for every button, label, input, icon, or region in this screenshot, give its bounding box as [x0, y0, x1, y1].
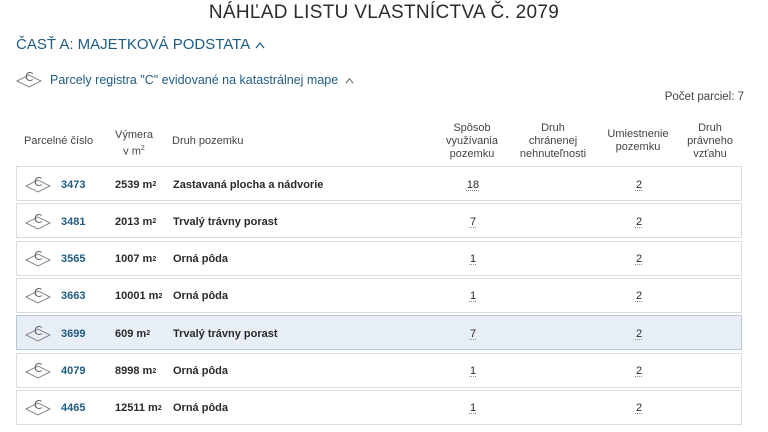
parcel-icon [23, 247, 53, 271]
parcel-area: 2013 m 2 [115, 215, 157, 228]
placement-code: 2 [635, 253, 643, 266]
parcel-kind: Zastavaná plocha a nádvorie [173, 178, 324, 191]
page-title: NÁHĽAD LISTU VLASTNÍCTVA Č. 2079 [208, 2, 560, 23]
chevron-up-icon [344, 76, 355, 85]
parcel-icon[interactable] [23, 391, 53, 426]
protected-code [517, 167, 591, 202]
protected-code [517, 204, 591, 239]
legal-relation-code [681, 242, 741, 277]
col-usage: Spôsob využívania pozemku [446, 122, 498, 160]
col-parcel-number: Parcelné číslo [24, 135, 94, 147]
usage-code: 1 [469, 290, 477, 303]
placement-code: 2 [635, 327, 643, 340]
table-row[interactable] [16, 241, 742, 276]
svg-text:C: C [25, 70, 34, 84]
protected-code [517, 279, 591, 314]
parcels-c-toggle[interactable] [14, 68, 355, 92]
parcel-number-link[interactable]: 3473 [61, 178, 86, 191]
usage-code: 7 [469, 327, 477, 340]
protected-code [517, 391, 591, 426]
parcel-icon [23, 210, 53, 234]
parcel-kind: Orná pôda [173, 253, 229, 266]
parcel-area: 609 m 2 [115, 327, 151, 340]
svg-text:C: C [34, 323, 43, 338]
parcel-number-link[interactable]: 4465 [61, 402, 86, 415]
parcel-number-link[interactable]: 4079 [61, 365, 86, 377]
col-area-sup: 2 [140, 145, 145, 152]
placement-code: 2 [635, 365, 643, 377]
col-placement: Umiestnenie pozemku [607, 128, 669, 153]
parcel-kind: Trvalý trávny porast [173, 327, 278, 340]
parcel-icon [23, 322, 53, 346]
parcels-table [16, 118, 744, 415]
usage-code: 1 [469, 365, 477, 377]
usage-code: 7 [469, 215, 477, 228]
parcel-area: 10001 m 2 [115, 290, 163, 303]
table-row[interactable] [16, 390, 742, 425]
legal-relation-code [681, 316, 741, 351]
table-row[interactable] [16, 166, 742, 201]
legal-relation-code [681, 279, 741, 314]
parcel-icon[interactable] [23, 242, 53, 277]
parcel-icon [23, 396, 53, 420]
protected-code [517, 316, 591, 351]
section-a-toggle[interactable] [16, 36, 266, 53]
svg-text:C: C [34, 174, 43, 189]
parcel-icon[interactable] [23, 167, 53, 202]
parcel-number-link[interactable]: 3699 [61, 327, 86, 340]
parcel-icon[interactable] [23, 279, 53, 314]
parcel-area: 12511 m 2 [115, 402, 162, 415]
parcel-count: Počet parciel: 7 [664, 91, 744, 103]
parcel-icon [23, 173, 53, 197]
parcel-kind: Trvalý trávny porast [173, 215, 278, 228]
chevron-up-icon [254, 40, 266, 50]
parcel-number-link[interactable]: 3663 [61, 290, 86, 303]
legal-relation-code [681, 354, 741, 389]
parcels-c-label: Parcely registra "C" evidované na katastrálnej mape [50, 73, 339, 87]
table-row[interactable] [16, 353, 742, 388]
usage-code: 1 [469, 253, 477, 266]
table-header [16, 118, 744, 166]
col-area-line2: v m [123, 145, 141, 158]
col-area [112, 129, 156, 159]
col-protected: Druh chránenej nehnuteľnosti [519, 122, 587, 160]
parcel-number-link[interactable]: 3565 [61, 253, 86, 266]
parcel-icon[interactable] [23, 204, 53, 239]
svg-text:C: C [34, 286, 43, 301]
svg-text:C: C [34, 361, 43, 375]
svg-text:C: C [34, 211, 43, 226]
parcel-number-link[interactable]: 3481 [61, 215, 86, 228]
svg-text:C: C [34, 249, 43, 264]
protected-code [517, 242, 591, 277]
legal-relation-code [681, 391, 741, 426]
protected-code [517, 354, 591, 389]
parcel-kind: Orná pôda [173, 402, 229, 415]
usage-code: 1 [469, 402, 477, 415]
col-area-line1: Výmera [115, 129, 153, 141]
placement-code: 2 [635, 402, 643, 415]
parcel-kind: Orná pôda [173, 290, 229, 303]
legal-relation-code [681, 204, 741, 239]
placement-code: 2 [635, 178, 643, 191]
table-row[interactable] [16, 315, 742, 350]
col-kind: Druh pozemku [172, 135, 244, 147]
svg-text:C: C [34, 398, 43, 413]
legal-relation-code [681, 167, 741, 202]
parcel-kind: Orná pôda [173, 365, 229, 377]
parcel-icon[interactable] [23, 316, 53, 351]
parcel-icon [23, 359, 53, 383]
table-row[interactable] [16, 278, 742, 313]
placement-code: 2 [635, 290, 643, 303]
parcel-area: 1007 m 2 [115, 253, 157, 266]
parcel-area: 8998 m 2 [115, 365, 157, 377]
usage-code: 18 [466, 178, 480, 191]
parcel-icon[interactable] [23, 354, 53, 389]
section-a-label: ČASŤ A: MAJETKOVÁ PODSTATA [16, 36, 251, 53]
col-legal: Druh právneho vzťahu [687, 122, 733, 160]
parcel-icon [14, 68, 44, 92]
parcel-icon [23, 284, 53, 308]
parcel-area: 2539 m 2 [115, 178, 157, 191]
placement-code: 2 [635, 215, 643, 228]
table-row[interactable] [16, 203, 742, 238]
